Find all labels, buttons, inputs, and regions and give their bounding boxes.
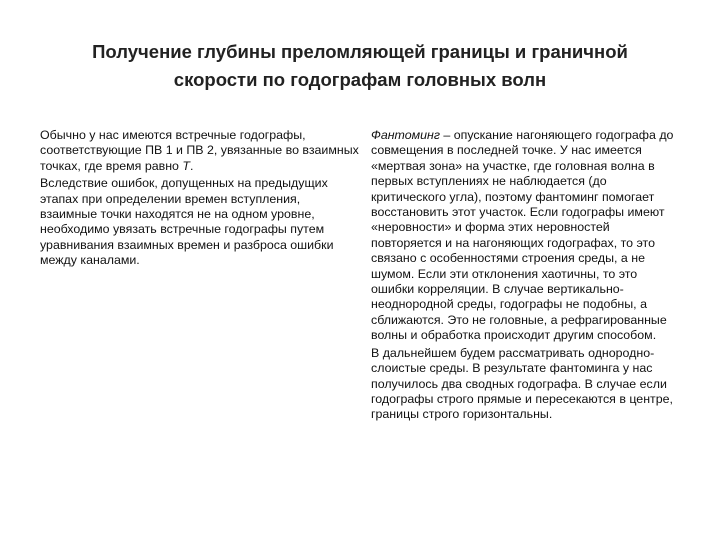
slide-title <box>40 38 680 94</box>
title-line-2: скорости по годографам головных волн <box>173 69 547 90</box>
right-paragraph-1-text: – опускание нагоняющего годографа до совмещения в последней точке. У нас имеется «мертвая зона» на участке, где головная волна в первых вступлениях не наблюдается (до критического угла), поэтому фантоминг помогает восстановить этот участок. Если годографы имеют «неровности» и форма этих неровностей повторяется и на нагоняющих годографах, то это связано с особенностями строения среды, а не шумом. Если эти отклонения хаотичны, то это ошибки корреляции. В случае вертикально-неоднородной среды, годографы не подобны, а сближаются. Это не головные, а рефрагированные волны и обработка происходит другим способом. <box>371 128 674 343</box>
time-symbol: T <box>182 158 190 173</box>
right-text-column <box>371 128 681 423</box>
left-text-column <box>40 128 360 269</box>
right-paragraph-2: В дальнейшем будем рассматривать однородно-слоистые среды. В результате фантоминга у нас получилось два сводных годографа. В случае если годографы строго прямые и пересекаются в центре, границы строго горизонтальны. <box>371 345 673 422</box>
left-paragraph-2: Вследствие ошибок, допущенных на предыдущих этапах при определении времен вступления, взаимные точки находятся не на одном уровне, необходимо увязать встречные годографы путем уравнивания взаимных времен и разброса ошибки между каналами. <box>40 176 334 268</box>
left-paragraph-1-end: . <box>189 158 194 173</box>
left-paragraph-1-text: Обычно у нас имеются встречные годографы, соответствующие ПВ 1 и ПВ 2, увязанные во взаимных точках, где время равно <box>40 128 359 173</box>
term-phantoming: Фантоминг <box>371 128 440 142</box>
title-line-1: Получение глубины преломляющей границы и граничной <box>92 41 628 62</box>
left-paragraph-1 <box>40 128 360 174</box>
right-paragraph-1 <box>371 128 681 344</box>
